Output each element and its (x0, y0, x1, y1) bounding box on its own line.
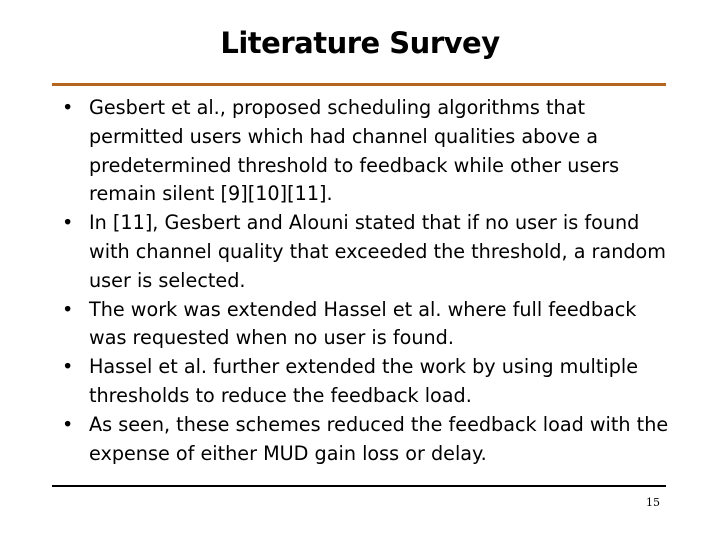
footer-divider (52, 485, 666, 487)
bullet-item (62, 296, 672, 354)
bullet-marker: • (62, 355, 74, 379)
bullet-text: In [11], Gesbert and Alouni stated that if no user is found with channel quality that exceeded the threshold, a random user is selected. (89, 211, 666, 292)
page-number: 15 (646, 496, 660, 509)
bullet-text: As seen, these schemes reduced the feedback load with the expense of either MUD gain loss or delay. (89, 412, 669, 465)
bullet-item (62, 209, 672, 295)
bullet-item (62, 353, 672, 411)
bullet-marker: • (62, 211, 74, 235)
bullet-item (62, 411, 672, 469)
bullet-marker: • (62, 96, 74, 119)
bullet-text: Gesbert et al., proposed scheduling algorithms that permitted users which had channel qualities above a predetermined threshold to feedback while other users remain silent [9][10][11]. (89, 96, 620, 206)
title-divider (52, 83, 666, 86)
bullet-marker: • (62, 297, 74, 321)
slide-title: Literature Survey (220, 26, 500, 60)
bullet-text: The work was extended Hassel et al. where full feedback was requested when no user is found. (89, 297, 637, 350)
bullet-text: Hassel et al. further extended the work by using multiple thresholds to reduce the feedback load. (89, 355, 639, 407)
bullet-list (62, 94, 672, 468)
bullet-marker: • (62, 412, 74, 436)
bullet-item (62, 94, 672, 209)
